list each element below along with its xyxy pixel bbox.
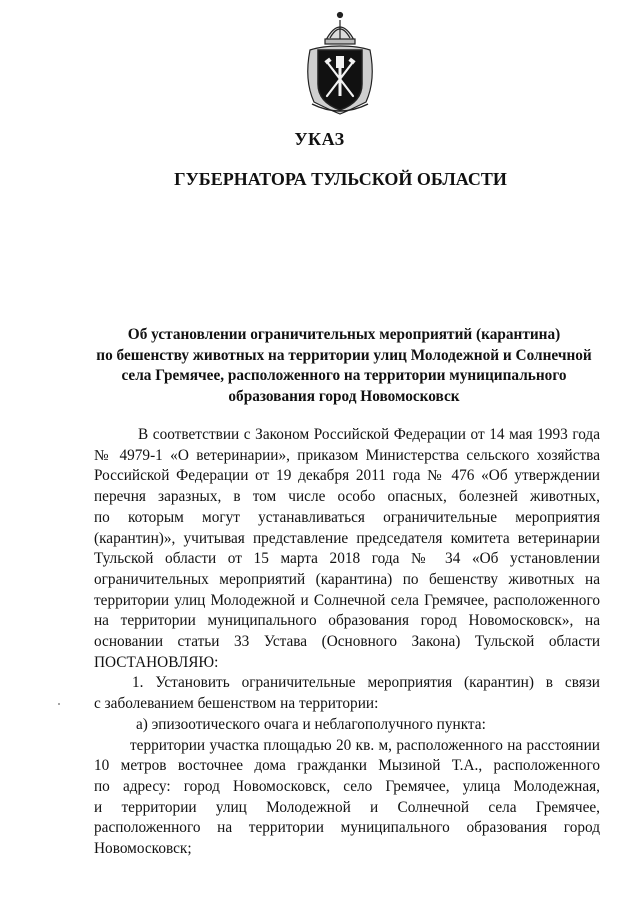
- body-line: Российской Федерации от 19 декабря 2011 года № 476 «Об утверждении: [94, 467, 600, 485]
- body-line: на территории муниципального образования город Новомосковск», на: [94, 612, 600, 630]
- body-line: расположенного на территории муниципального образования город: [94, 819, 600, 837]
- heading-line: села Гремячее, расположенного на территории муниципального: [121, 367, 567, 384]
- body-line: Тульской области от 15 марта 2018 года № 34 «Об установлении: [94, 550, 600, 568]
- body-line: (карантин)», учитывая представление председателя комитета ветеринарии: [94, 529, 600, 547]
- body-line: и территории улиц Молодежной и Солнечной села Гремячее,: [94, 798, 600, 816]
- body-line: 10 метров восточнее дома гражданки Мызиной Т.А., расположенного: [94, 757, 600, 775]
- body-line: с заболеванием бешенством на территории:: [94, 695, 379, 713]
- coat-of-arms-icon: [300, 10, 380, 118]
- decree-heading: [88, 325, 600, 407]
- body-line: по адресу: город Новомосковск, село Гремячее, улица Молодежная,: [94, 777, 600, 795]
- document-title: УКАЗ: [294, 129, 345, 149]
- body-line: а) эпизоотического очага и неблагополучного пункта:: [136, 715, 486, 733]
- heading-line: по бешенству животных на территории улиц Молодежной и Солнечной: [96, 346, 592, 364]
- decree-body: [94, 425, 600, 860]
- body-line: основании статьи 33 Устава (Основного Закона) Тульской области: [94, 633, 600, 651]
- heading-line: Об установлении ограничительных мероприятий (карантина): [127, 326, 561, 343]
- body-line: 1. Установить ограничительные мероприятия (карантин) в связи: [132, 674, 600, 692]
- body-line: ограничительных мероприятий (карантина) по бешенству животных на: [94, 570, 600, 588]
- body-line: Новомосковск;: [94, 840, 192, 858]
- body-line: перечня заразных, в том числе особо опасных, болезней животных,: [94, 488, 600, 506]
- body-line: по которым могут устанавливаться ограничительные мероприятия: [94, 508, 600, 526]
- heading-line: образования город Новомосковск: [228, 387, 460, 405]
- body-line: В соответствии с Законом Российской Федерации от 14 мая 1993 года: [138, 426, 600, 443]
- body-line: ПОСТАНОВЛЯЮ:: [94, 653, 219, 671]
- scan-speck: [58, 703, 60, 705]
- body-line: территории улиц Молодежной и Солнечной села Гремячее, расположенного: [94, 591, 600, 609]
- document-subtitle: ГУБЕРНАТОРА ТУЛЬСКОЙ ОБЛАСТИ: [174, 169, 507, 189]
- body-line: территории участка площадью 20 кв. м, расположенного на расстоянии: [130, 736, 600, 754]
- body-line: № 4979-1 «О ветеринарии», приказом Министерства сельского хозяйства: [94, 446, 600, 464]
